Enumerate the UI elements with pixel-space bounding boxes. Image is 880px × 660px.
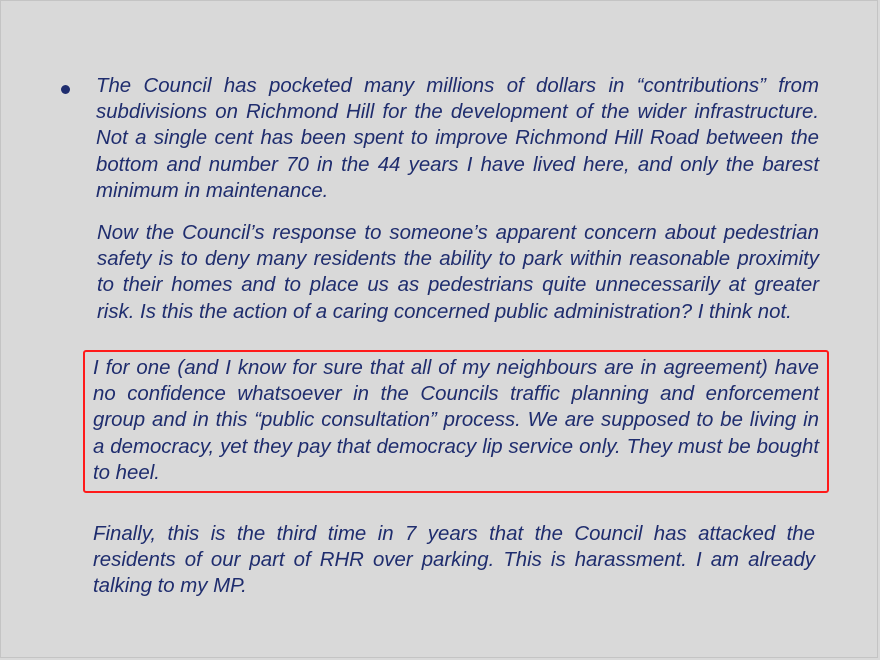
paragraph-harassment: Finally, this is the third time in 7 years that the Council has attacked the residents of our part of RHR over parking. This is harassment. I am already talking to my MP. (93, 523, 815, 598)
paragraph-infrastructure: The Council has pocketed many millions of dollars in “contributions” from subdivisions on Richmond Hill for the development of the wider infrastructure. Not a single cent has been spent to improve Richmond Hill Road between the bottom and number 70 in the 44 years I have lived here, and only the barest minimum in maintenance. (96, 75, 819, 202)
paragraph-pedestrian-safety: Now the Council’s response to someone’s apparent concern about pedestrian safety is to deny many residents the ability to park within reasonable proximity to their homes and to place us as pedestrians quite unnecessarily at greater risk. Is this the action of a caring concerned public administration? I think not. (97, 222, 819, 323)
paragraph-no-confidence: I for one (and I know for sure that all of my neighbours are in agreement) have no confidence whatsoever in the Councils traffic planning and enforcement group and in this “public consultation” process. We are supposed to be living in a democracy, yet they pay that democracy lip service only. They must be bought to heel. (93, 357, 819, 484)
bullet-point (61, 85, 70, 94)
